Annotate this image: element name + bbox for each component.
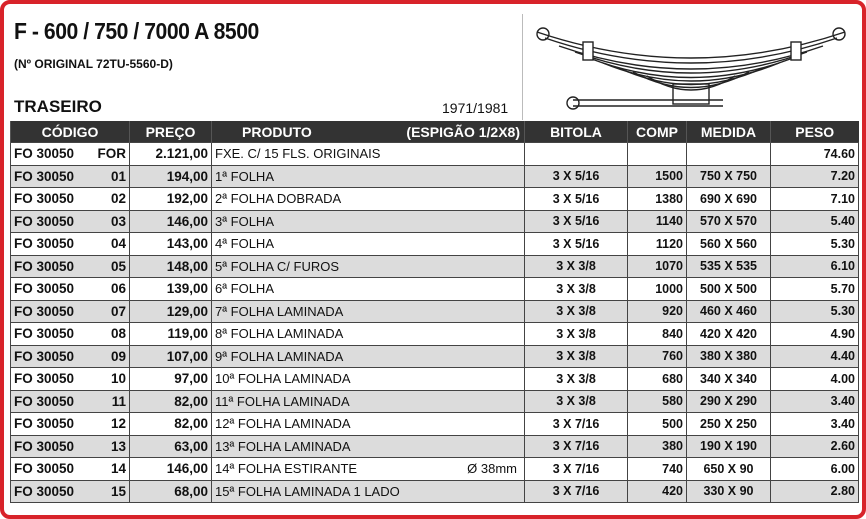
code: FO 30050 (14, 461, 75, 477)
medida-cell: 570 X 570 (687, 210, 771, 233)
peso-cell: 2.60 (771, 435, 859, 458)
table-row (11, 345, 859, 368)
code-suffix: 02 (110, 191, 126, 207)
code-cell (11, 345, 130, 368)
code: FO 30050 (14, 483, 75, 499)
bitola-cell: 3 X 7/16 (525, 435, 628, 458)
leaf-spring-icon (523, 14, 859, 120)
product-name: FXE. C/ 15 FLS. ORIGINAIS (215, 146, 381, 162)
table-row (11, 188, 859, 211)
product-cell (212, 458, 525, 481)
comp-cell: 1140 (628, 210, 687, 233)
product-cell (212, 188, 525, 211)
comp-cell: 740 (628, 458, 687, 481)
leaf-spring-image (522, 14, 859, 120)
price-cell: 119,00 (130, 323, 212, 346)
table-row (11, 435, 859, 458)
comp-cell: 920 (628, 300, 687, 323)
code: FO 30050 (14, 281, 75, 297)
comp-cell: 760 (628, 345, 687, 368)
product-name: 6ª FOLHA (215, 281, 274, 297)
product-cell (212, 255, 525, 278)
year-range: 1971/1981 (442, 100, 509, 116)
col-espigao-label: (ESPIGÃO 1/2X8) (406, 123, 520, 140)
comp-cell: 1120 (628, 233, 687, 256)
comp-cell: 680 (628, 368, 687, 391)
product-name: 13ª FOLHA LAMINADA (215, 438, 351, 454)
product-note (517, 484, 521, 499)
price-cell: 2.121,00 (130, 143, 212, 166)
comp-cell: 380 (628, 435, 687, 458)
peso-cell: 3.40 (771, 413, 859, 436)
code-suffix: 01 (110, 168, 126, 184)
code: FO 30050 (14, 416, 75, 432)
comp-cell: 500 (628, 413, 687, 436)
product-note (517, 304, 521, 319)
bitola-cell: 3 X 5/16 (525, 165, 628, 188)
table-row (11, 300, 859, 323)
peso-cell: 6.10 (771, 255, 859, 278)
peso-cell: 2.80 (771, 480, 859, 503)
product-cell (212, 143, 525, 166)
peso-cell: 4.40 (771, 345, 859, 368)
peso-cell: 4.90 (771, 323, 859, 346)
product-name: 8ª FOLHA LAMINADA (215, 326, 344, 342)
code-cell (11, 458, 130, 481)
code: FO 30050 (14, 168, 75, 184)
code-suffix: 10 (110, 371, 126, 387)
code: FO 30050 (14, 303, 75, 319)
product-cell (212, 233, 525, 256)
code-cell (11, 233, 130, 256)
comp-cell: 1070 (628, 255, 687, 278)
code-cell (11, 165, 130, 188)
code: FO 30050 (14, 146, 75, 162)
product-name: 1ª FOLHA (215, 168, 274, 184)
product-name: 14ª FOLHA ESTIRANTE (215, 461, 358, 477)
code: FO 30050 (14, 236, 75, 252)
price-cell: 107,00 (130, 345, 212, 368)
parts-table (10, 121, 859, 503)
col-produto (212, 121, 525, 143)
table-header-row (11, 121, 859, 143)
peso-cell: 4.00 (771, 368, 859, 391)
price-cell: 97,00 (130, 368, 212, 391)
medida-cell: 560 X 560 (687, 233, 771, 256)
section-label: TRASEIRO (14, 97, 102, 116)
medida-cell: 340 X 340 (687, 368, 771, 391)
bitola-cell: 3 X 3/8 (525, 390, 628, 413)
bitola-cell: 3 X 7/16 (525, 458, 628, 481)
bitola-cell: 3 X 5/16 (525, 210, 628, 233)
col-bitola: BITOLA (525, 121, 628, 143)
product-cell (212, 390, 525, 413)
peso-cell: 5.30 (771, 233, 859, 256)
code-suffix: 13 (110, 438, 126, 454)
peso-cell: 5.30 (771, 300, 859, 323)
code-suffix: 15 (110, 483, 126, 499)
page-title: F - 600 / 750 / 7000 A 8500 (14, 18, 259, 44)
medida-cell: 460 X 460 (687, 300, 771, 323)
bitola-cell: 3 X 7/16 (525, 480, 628, 503)
code: FO 30050 (14, 438, 75, 454)
code-cell (11, 435, 130, 458)
product-note (517, 214, 521, 229)
bitola-cell (525, 143, 628, 166)
col-preco: PREÇO (130, 121, 212, 143)
comp-cell: 1500 (628, 165, 687, 188)
price-cell: 146,00 (130, 210, 212, 233)
table-row (11, 413, 859, 436)
medida-cell: 290 X 290 (687, 390, 771, 413)
product-note (517, 281, 521, 296)
comp-cell: 580 (628, 390, 687, 413)
col-comp: COMP (628, 121, 687, 143)
code-suffix: 09 (110, 348, 126, 364)
product-note (517, 371, 521, 386)
comp-cell: 840 (628, 323, 687, 346)
price-cell: 143,00 (130, 233, 212, 256)
product-name: 4ª FOLHA (215, 236, 274, 252)
medida-cell: 690 X 690 (687, 188, 771, 211)
product-name: 9ª FOLHA LAMINADA (215, 348, 344, 364)
comp-cell: 1380 (628, 188, 687, 211)
peso-cell: 7.10 (771, 188, 859, 211)
code-cell (11, 143, 130, 166)
code-cell (11, 278, 130, 301)
medida-cell: 535 X 535 (687, 255, 771, 278)
price-cell: 192,00 (130, 188, 212, 211)
col-peso: PESO (771, 121, 859, 143)
col-codigo: CÓDIGO (11, 121, 130, 143)
code-cell (11, 300, 130, 323)
original-number: (Nº ORIGINAL 72TU-5560-D) (14, 57, 173, 71)
bitola-cell: 3 X 3/8 (525, 300, 628, 323)
code: FO 30050 (14, 348, 75, 364)
code-cell (11, 255, 130, 278)
product-cell (212, 480, 525, 503)
code-cell (11, 323, 130, 346)
price-cell: 82,00 (130, 390, 212, 413)
product-cell (212, 165, 525, 188)
product-name: 5ª FOLHA C/ FUROS (215, 258, 340, 274)
product-name: 10ª FOLHA LAMINADA (215, 371, 351, 387)
price-cell: 129,00 (130, 300, 212, 323)
code-suffix: 06 (110, 281, 126, 297)
medida-cell (687, 143, 771, 166)
product-note (517, 416, 521, 431)
bitola-cell: 3 X 5/16 (525, 233, 628, 256)
product-cell (212, 300, 525, 323)
peso-cell: 5.40 (771, 210, 859, 233)
product-name: 3ª FOLHA (215, 213, 274, 229)
table-row (11, 368, 859, 391)
product-cell (212, 435, 525, 458)
bitola-cell: 3 X 3/8 (525, 255, 628, 278)
product-note (517, 146, 521, 161)
medida-cell: 330 X 90 (687, 480, 771, 503)
product-note (517, 169, 521, 184)
table-row (11, 210, 859, 233)
price-cell: 82,00 (130, 413, 212, 436)
product-name: 15ª FOLHA LAMINADA 1 LADO (215, 483, 400, 499)
peso-cell: 3.40 (771, 390, 859, 413)
product-name: 12ª FOLHA LAMINADA (215, 416, 351, 432)
bitola-cell: 3 X 3/8 (525, 323, 628, 346)
price-cell: 148,00 (130, 255, 212, 278)
product-note (517, 259, 521, 274)
code-suffix: 14 (110, 461, 126, 477)
price-cell: 146,00 (130, 458, 212, 481)
price-cell: 194,00 (130, 165, 212, 188)
price-cell: 68,00 (130, 480, 212, 503)
col-medida: MEDIDA (687, 121, 771, 143)
table-row (11, 390, 859, 413)
comp-cell: 420 (628, 480, 687, 503)
bitola-cell: 3 X 7/16 (525, 413, 628, 436)
table-row (11, 165, 859, 188)
code-cell (11, 368, 130, 391)
comp-cell (628, 143, 687, 166)
price-cell: 63,00 (130, 435, 212, 458)
bitola-cell: 3 X 3/8 (525, 368, 628, 391)
peso-cell: 7.20 (771, 165, 859, 188)
product-cell (212, 278, 525, 301)
medida-cell: 500 X 500 (687, 278, 771, 301)
table-row (11, 255, 859, 278)
product-cell (212, 413, 525, 436)
code-suffix: 12 (110, 416, 126, 432)
product-cell (212, 345, 525, 368)
product-note (517, 326, 521, 341)
code-suffix: 07 (110, 303, 126, 319)
code: FO 30050 (14, 326, 75, 342)
code: FO 30050 (14, 258, 75, 274)
table-row (11, 323, 859, 346)
product-note: Ø 38mm (467, 461, 517, 477)
code-suffix: 04 (110, 236, 126, 252)
code: FO 30050 (14, 393, 75, 409)
medida-cell: 250 X 250 (687, 413, 771, 436)
product-name: 11ª FOLHA LAMINADA (215, 393, 350, 409)
product-name: 7ª FOLHA LAMINADA (215, 303, 344, 319)
code-suffix: 08 (110, 326, 126, 342)
col-produto-label: PRODUTO (242, 123, 312, 140)
table-row (11, 458, 859, 481)
code-cell (11, 413, 130, 436)
product-name: 2ª FOLHA DOBRADA (215, 191, 342, 207)
price-cell: 139,00 (130, 278, 212, 301)
peso-cell: 6.00 (771, 458, 859, 481)
medida-cell: 420 X 420 (687, 323, 771, 346)
product-note (517, 191, 521, 206)
code-suffix: 11 (111, 393, 126, 409)
product-cell (212, 210, 525, 233)
table-row (11, 480, 859, 503)
peso-cell: 5.70 (771, 278, 859, 301)
peso-cell: 74.60 (771, 143, 859, 166)
code-suffix: 03 (110, 213, 126, 229)
comp-cell: 1000 (628, 278, 687, 301)
table-row (11, 278, 859, 301)
code: FO 30050 (14, 213, 75, 229)
code-suffix: 05 (110, 258, 126, 274)
bitola-cell: 3 X 3/8 (525, 278, 628, 301)
table-row (11, 143, 859, 166)
code: FO 30050 (14, 191, 75, 207)
code-cell (11, 480, 130, 503)
code: FO 30050 (14, 371, 75, 387)
product-note (517, 236, 521, 251)
product-note (517, 394, 521, 409)
product-note (517, 349, 521, 364)
code-cell (11, 188, 130, 211)
bitola-cell: 3 X 3/8 (525, 345, 628, 368)
code-cell (11, 390, 130, 413)
product-cell (212, 323, 525, 346)
medida-cell: 650 X 90 (687, 458, 771, 481)
product-note (517, 439, 521, 454)
medida-cell: 190 X 190 (687, 435, 771, 458)
bitola-cell: 3 X 5/16 (525, 188, 628, 211)
medida-cell: 380 X 380 (687, 345, 771, 368)
code-suffix: FOR (97, 146, 126, 162)
medida-cell: 750 X 750 (687, 165, 771, 188)
code-cell (11, 210, 130, 233)
table-row (11, 233, 859, 256)
product-cell (212, 368, 525, 391)
